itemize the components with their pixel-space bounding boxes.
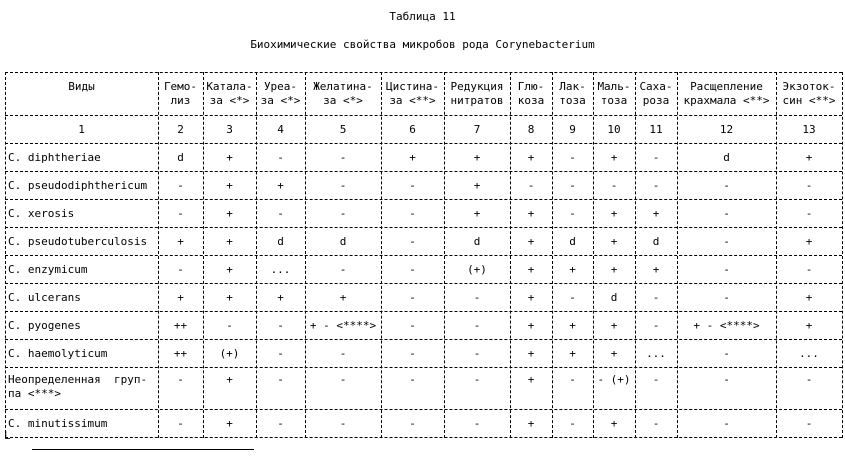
table-cell: -: [277, 319, 284, 332]
table-cell: +: [527, 417, 535, 430]
table-cell: -: [277, 373, 284, 386]
table-cell: +: [177, 291, 184, 304]
table-cell: +: [473, 207, 481, 220]
column-number: 7: [473, 123, 481, 136]
table-cell: +: [339, 291, 347, 304]
species-name: C. pyogenes: [8, 319, 81, 332]
table-cell: -: [339, 373, 347, 386]
table-cell: -: [177, 417, 184, 430]
table-cell: +: [473, 179, 481, 192]
table-cell: +: [226, 151, 233, 164]
table-corner-mark: L: [4, 429, 11, 442]
species-name: C. xerosis: [8, 207, 75, 220]
column-header: Лак-: [559, 80, 586, 93]
column-header: Желатина-: [313, 80, 373, 93]
row-divider: [5, 283, 842, 284]
column-header: за <*>: [260, 94, 301, 107]
column-number: 10: [607, 123, 621, 136]
table-cell: -: [409, 207, 416, 220]
species-name: C. ulcerans: [8, 291, 81, 304]
table-cell: -: [339, 263, 347, 276]
table-cell: +: [226, 207, 233, 220]
table-cell: d: [339, 235, 347, 248]
table-cell: +: [527, 235, 535, 248]
table-cell: -: [339, 179, 347, 192]
table-cell: -: [277, 347, 284, 360]
table-cell: -: [473, 373, 481, 386]
column-number: 1: [78, 123, 85, 136]
table-cell: -: [409, 179, 416, 192]
table-cell: -: [473, 347, 481, 360]
column-header: роза: [642, 94, 670, 107]
table-cell: +: [226, 373, 233, 386]
table-cell: +: [527, 347, 535, 360]
table-cell: -: [652, 151, 660, 164]
row-divider: [5, 255, 842, 256]
table-cell: -: [409, 319, 416, 332]
table-cell: -: [723, 179, 730, 192]
column-header: Виды: [68, 80, 95, 93]
table-cell: -: [409, 263, 416, 276]
column-header: Катала-: [206, 80, 253, 93]
column-header: син <**>: [782, 94, 836, 107]
table-cell: +: [277, 291, 284, 304]
table-cell: -: [805, 207, 813, 220]
column-header: крахмала <**>: [683, 94, 770, 107]
row-divider: [5, 199, 842, 200]
row-divider: [5, 409, 842, 410]
column-number: 12: [719, 123, 734, 136]
table-cell: -: [409, 347, 416, 360]
table-cell: (+): [219, 347, 240, 360]
column-number: 2: [177, 123, 184, 136]
column-header: Уреа-: [263, 80, 298, 93]
table-cell: +: [527, 263, 535, 276]
table-cell: +: [610, 319, 618, 332]
table-cell: -: [339, 151, 347, 164]
table-cell: +: [610, 347, 618, 360]
footnote-separator: [32, 449, 254, 450]
column-header: Расщепление: [690, 80, 763, 93]
table-cell: -: [723, 207, 730, 220]
table-cell: -: [473, 291, 481, 304]
column-header: Экзоток-: [782, 80, 836, 93]
table-cell: d: [652, 235, 660, 248]
column-header: Гемо-: [163, 80, 198, 93]
table-cell: -: [723, 235, 730, 248]
table-cell: -: [723, 347, 730, 360]
table-cell: -: [409, 373, 416, 386]
column-header: Цистина-: [386, 80, 439, 93]
table-cell: ...: [799, 347, 819, 360]
table-cell: +: [610, 417, 618, 430]
row-divider: [5, 115, 842, 116]
column-number: 8: [527, 123, 535, 136]
table-subtitle: Биохимические свойства микробов рода Corynebacterium: [250, 38, 595, 51]
species-name: C. haemolyticum: [8, 347, 108, 360]
table-cell: +: [610, 263, 618, 276]
table-cell: +: [226, 417, 233, 430]
table-cell: -: [723, 373, 730, 386]
table-cell: +: [610, 235, 618, 248]
table-cell: -: [226, 319, 233, 332]
table-cell: + - <****>: [309, 319, 377, 332]
table-cell: ++: [173, 319, 188, 332]
table-cell: -: [339, 347, 347, 360]
table-cell: +: [527, 291, 535, 304]
species-name: па <***>: [8, 387, 61, 400]
table-cell: +: [569, 319, 576, 332]
column-number: 4: [277, 123, 284, 136]
table-cell: - (+): [597, 373, 631, 386]
table-cell: +: [569, 347, 576, 360]
column-number: 9: [569, 123, 576, 136]
column-header: за <**>: [389, 94, 436, 107]
column-header: Саха-: [639, 80, 673, 93]
table-cell: -: [177, 207, 184, 220]
table-cell: +: [805, 291, 813, 304]
column-header: коза: [517, 94, 545, 107]
table-cell: -: [527, 179, 535, 192]
column-header: тоза: [600, 94, 628, 107]
table-cell: -: [177, 179, 184, 192]
table-cell: +: [652, 263, 660, 276]
column-header: тоза: [559, 94, 586, 107]
table-cell: d: [610, 291, 618, 304]
column-header: за <*>: [323, 94, 363, 107]
species-name: C. pseudotuberculosis: [8, 235, 148, 248]
table-cell: ...: [646, 347, 666, 360]
table-cell: +: [226, 263, 233, 276]
column-number: 6: [409, 123, 416, 136]
table-cell: +: [177, 235, 184, 248]
table-cell: -: [473, 417, 481, 430]
table-cell: -: [723, 291, 730, 304]
table-cell: -: [805, 179, 813, 192]
table-cell: d: [723, 151, 730, 164]
species-name: C. minutissimum: [8, 417, 108, 430]
table-cell: +: [226, 235, 233, 248]
column-header: нитратов: [450, 94, 504, 107]
table-title: Таблица 11: [389, 10, 456, 23]
column-divider: [842, 72, 843, 438]
column-number: 3: [226, 123, 233, 136]
column-number: 5: [339, 123, 347, 136]
table-cell: -: [277, 417, 284, 430]
table-cell: -: [569, 417, 576, 430]
table-cell: +: [805, 319, 813, 332]
table-cell: -: [652, 417, 660, 430]
table-cell: -: [177, 263, 184, 276]
column-header: за <*>: [209, 94, 250, 107]
table-cell: -: [723, 263, 730, 276]
column-header: Редукция: [450, 80, 504, 93]
table-cell: -: [409, 417, 416, 430]
table-cell: +: [805, 235, 813, 248]
table-cell: +: [805, 151, 813, 164]
table-cell: -: [409, 291, 416, 304]
table-cell: +: [527, 319, 535, 332]
table-cell: +: [277, 179, 284, 192]
row-divider: [5, 171, 842, 172]
species-name: C. diphtheriae: [8, 151, 101, 164]
table-cell: -: [805, 417, 813, 430]
table-cell: +: [226, 179, 233, 192]
table-cell: +: [527, 207, 535, 220]
table-cell: -: [652, 373, 660, 386]
table-cell: d: [277, 235, 284, 248]
table-cell: -: [805, 373, 813, 386]
table-cell: -: [277, 151, 284, 164]
row-divider: [5, 143, 842, 144]
table-cell: -: [569, 373, 576, 386]
row-divider: [5, 227, 842, 228]
column-header: Маль-: [597, 80, 631, 93]
table-cell: -: [339, 417, 347, 430]
row-divider: [5, 311, 842, 312]
row-divider: [5, 339, 842, 340]
table-cell: -: [610, 179, 618, 192]
table-cell: -: [339, 207, 347, 220]
table-cell: (+): [467, 263, 487, 276]
table-cell: +: [610, 207, 618, 220]
table-cell: -: [569, 291, 576, 304]
table-cell: d: [177, 151, 184, 164]
table-cell: +: [527, 373, 535, 386]
table-cell: + - <****>: [693, 319, 760, 332]
column-header: лиз: [170, 94, 191, 107]
table-cell: -: [569, 179, 576, 192]
table-cell: -: [569, 151, 576, 164]
table-cell: ...: [270, 263, 291, 276]
table-cell: +: [527, 151, 535, 164]
table-cell: +: [569, 263, 576, 276]
table-cell: -: [723, 417, 730, 430]
table-cell: -: [805, 263, 813, 276]
table-cell: ++: [173, 347, 188, 360]
table-cell: -: [409, 235, 416, 248]
table-cell: -: [569, 207, 576, 220]
table-cell: -: [652, 319, 660, 332]
table-cell: d: [569, 235, 576, 248]
species-name: C. enzymicum: [8, 263, 88, 276]
species-name: C. pseudodiphthericum: [8, 179, 148, 192]
column-number: 13: [802, 123, 816, 136]
column-header: Глю-: [517, 80, 545, 93]
table-cell: +: [652, 207, 660, 220]
table-cell: +: [409, 151, 416, 164]
row-divider: [5, 367, 842, 368]
table-cell: d: [473, 235, 481, 248]
column-number: 11: [649, 123, 663, 136]
table-cell: +: [226, 291, 233, 304]
table-cell: -: [177, 373, 184, 386]
table-cell: +: [473, 151, 481, 164]
table-cell: -: [652, 291, 660, 304]
table-cell: +: [610, 151, 618, 164]
species-name: Неопределенная груп-: [8, 373, 148, 386]
table-cell: -: [277, 207, 284, 220]
table-cell: -: [652, 179, 660, 192]
table-cell: -: [473, 319, 481, 332]
